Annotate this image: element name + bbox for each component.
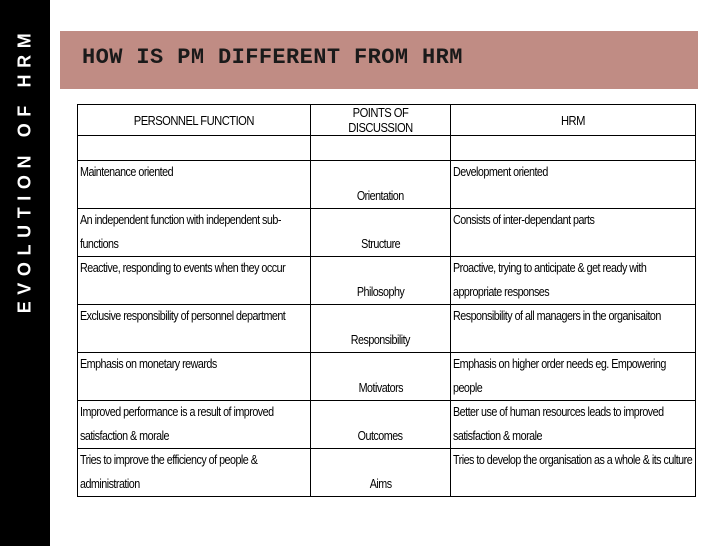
header-points-of-discussion: POINTS OF DISCUSSION <box>311 105 451 136</box>
table-row <box>78 401 696 449</box>
header-personnel-function: PERSONNEL FUNCTION <box>78 105 311 136</box>
sidebar-band <box>0 0 50 546</box>
header-hrm: HRM <box>451 105 696 136</box>
personnel-cell: An independent function with independent sub-functions <box>78 209 311 257</box>
point-cell: Structure <box>311 209 451 257</box>
table-row <box>78 209 696 257</box>
table-row <box>78 161 696 209</box>
personnel-cell: Emphasis on monetary rewards <box>78 353 311 401</box>
point-cell: Aims <box>311 449 451 497</box>
point-cell: Philosophy <box>311 257 451 305</box>
hrm-cell: Consists of inter-dependant parts <box>451 209 696 257</box>
point-cell: Orientation <box>311 161 451 209</box>
table-header-row <box>78 105 696 136</box>
blank-cell <box>78 136 311 161</box>
hrm-cell: Responsibility of all managers in the organisaiton <box>451 305 696 353</box>
personnel-cell: Maintenance oriented <box>78 161 311 209</box>
blank-cell <box>451 136 696 161</box>
point-cell: Motivators <box>311 353 451 401</box>
slide-title: HOW IS PM DIFFERENT FROM HRM <box>82 45 463 70</box>
hrm-cell: Proactive, trying to anticipate & get ready with appropriate responses <box>451 257 696 305</box>
sidebar-label: EVOLUTION OF HRM <box>14 26 35 314</box>
personnel-cell: Improved performance is a result of improved satisfaction & morale <box>78 401 311 449</box>
hrm-cell: Development oriented <box>451 161 696 209</box>
table-row <box>78 257 696 305</box>
comparison-table <box>77 104 696 497</box>
table-blank-row <box>78 136 696 161</box>
table-row <box>78 353 696 401</box>
hrm-cell: Better use of human resources leads to improved satisfaction & morale <box>451 401 696 449</box>
table-row <box>78 449 696 497</box>
blank-cell <box>311 136 451 161</box>
personnel-cell: Exclusive responsibility of personnel department <box>78 305 311 353</box>
personnel-cell: Reactive, responding to events when they occur <box>78 257 311 305</box>
point-cell: Responsibility <box>311 305 451 353</box>
table-row <box>78 305 696 353</box>
point-cell: Outcomes <box>311 401 451 449</box>
personnel-cell: Tries to improve the efficiency of people & administration <box>78 449 311 497</box>
hrm-cell: Tries to develop the organisation as a whole & its culture <box>451 449 696 497</box>
hrm-cell: Emphasis on higher order needs eg. Empowering people <box>451 353 696 401</box>
